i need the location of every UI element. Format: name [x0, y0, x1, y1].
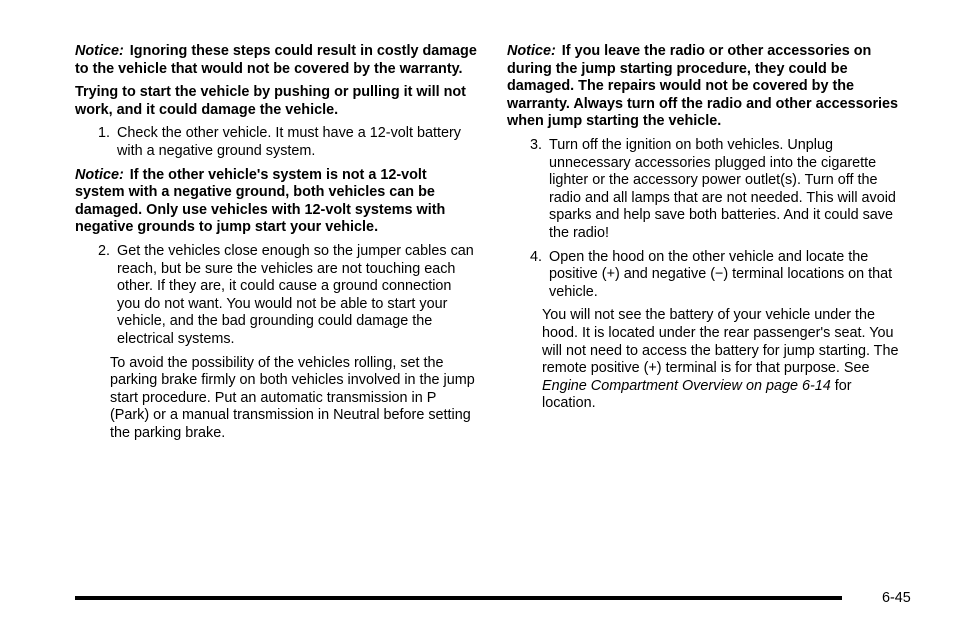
step-text: Open the hood on the other vehicle and locate the positive (+) and negative (−) terminal locations on that vehicle. — [549, 248, 893, 300]
step-text: Turn off the ignition on both vehicles. Unplug unnecessary accessories plugged into the cigarette lighter or the accessory power outlet(s). Turn off the radio and all lamps that are not needed. This will avoid sparks and help save both batteries. And it could save the radio! — [549, 136, 896, 241]
step-4 — [507, 249, 907, 302]
step-number: 3. — [529, 136, 542, 153]
notice-text: If the other vehicle's system is not a 12-volt system with a negative ground, both vehicles can be damaged. Only use vehicles with 12-volt systems with negative grounds to jump start your vehicle. — [75, 166, 446, 236]
step-4-continuation — [507, 307, 907, 413]
step-text: Check the other vehicle. It must have a 12-volt battery with a negative ground system. — [117, 125, 461, 159]
continuation-text: You will not see the battery of your vehicle under the hood. It is located under the rear passenger's seat. You will not need to access the battery for jump starting. The remote positive (+) terminal is for that purpose. See — [542, 307, 899, 377]
notice-label: Notice: — [507, 43, 556, 59]
notice-text: Ignoring these steps could result in costly damage to the vehicle that would not be covered by the warranty. — [75, 43, 477, 77]
footer-rule — [75, 596, 842, 600]
step-1 — [75, 125, 477, 160]
notice-label: Notice: — [75, 43, 124, 59]
step-3 — [507, 137, 907, 243]
notice-12-volt-system — [75, 167, 477, 237]
page-number: 6-45 — [882, 590, 911, 606]
left-column — [75, 43, 477, 448]
step-2 — [75, 243, 477, 349]
notice-text: If you leave the radio or other accessories on during the jump starting procedure, they could be damaged. The repairs would not be covered by the warranty. Always turn off the radio and other accessories when jump starting the vehicle. — [507, 43, 899, 130]
right-column — [507, 43, 907, 419]
notice-ignoring-steps — [75, 43, 477, 78]
notice-radio-accessories — [507, 43, 907, 131]
step-2-continuation: To avoid the possibility of the vehicles rolling, set the parking brake firmly on both vehicles involved in the jump start procedure. Put an automatic transmission in P (Park) or a manual transmission in Neutral before setting the parking brake. — [110, 354, 475, 441]
cross-reference-link[interactable]: Engine Compartment Overview on page 6-14 — [542, 377, 831, 394]
step-text: Get the vehicles close enough so the jumper cables can reach, but be sure the vehicles are not touching each other. If they are, it could cause a ground connection you do not want. You would not be able to start your vehicle, and the bad grounding could damage the electrical systems. — [117, 242, 474, 347]
step-number: 4. — [529, 248, 542, 265]
continuation-text-end: for location. — [542, 377, 852, 412]
step-number: 2. — [97, 242, 110, 259]
warning-push-pull: Trying to start the vehicle by pushing or pulling it will not work, and it could damage the vehicle. — [75, 84, 466, 118]
notice-label: Notice: — [75, 166, 124, 183]
step-number: 1. — [97, 125, 110, 142]
